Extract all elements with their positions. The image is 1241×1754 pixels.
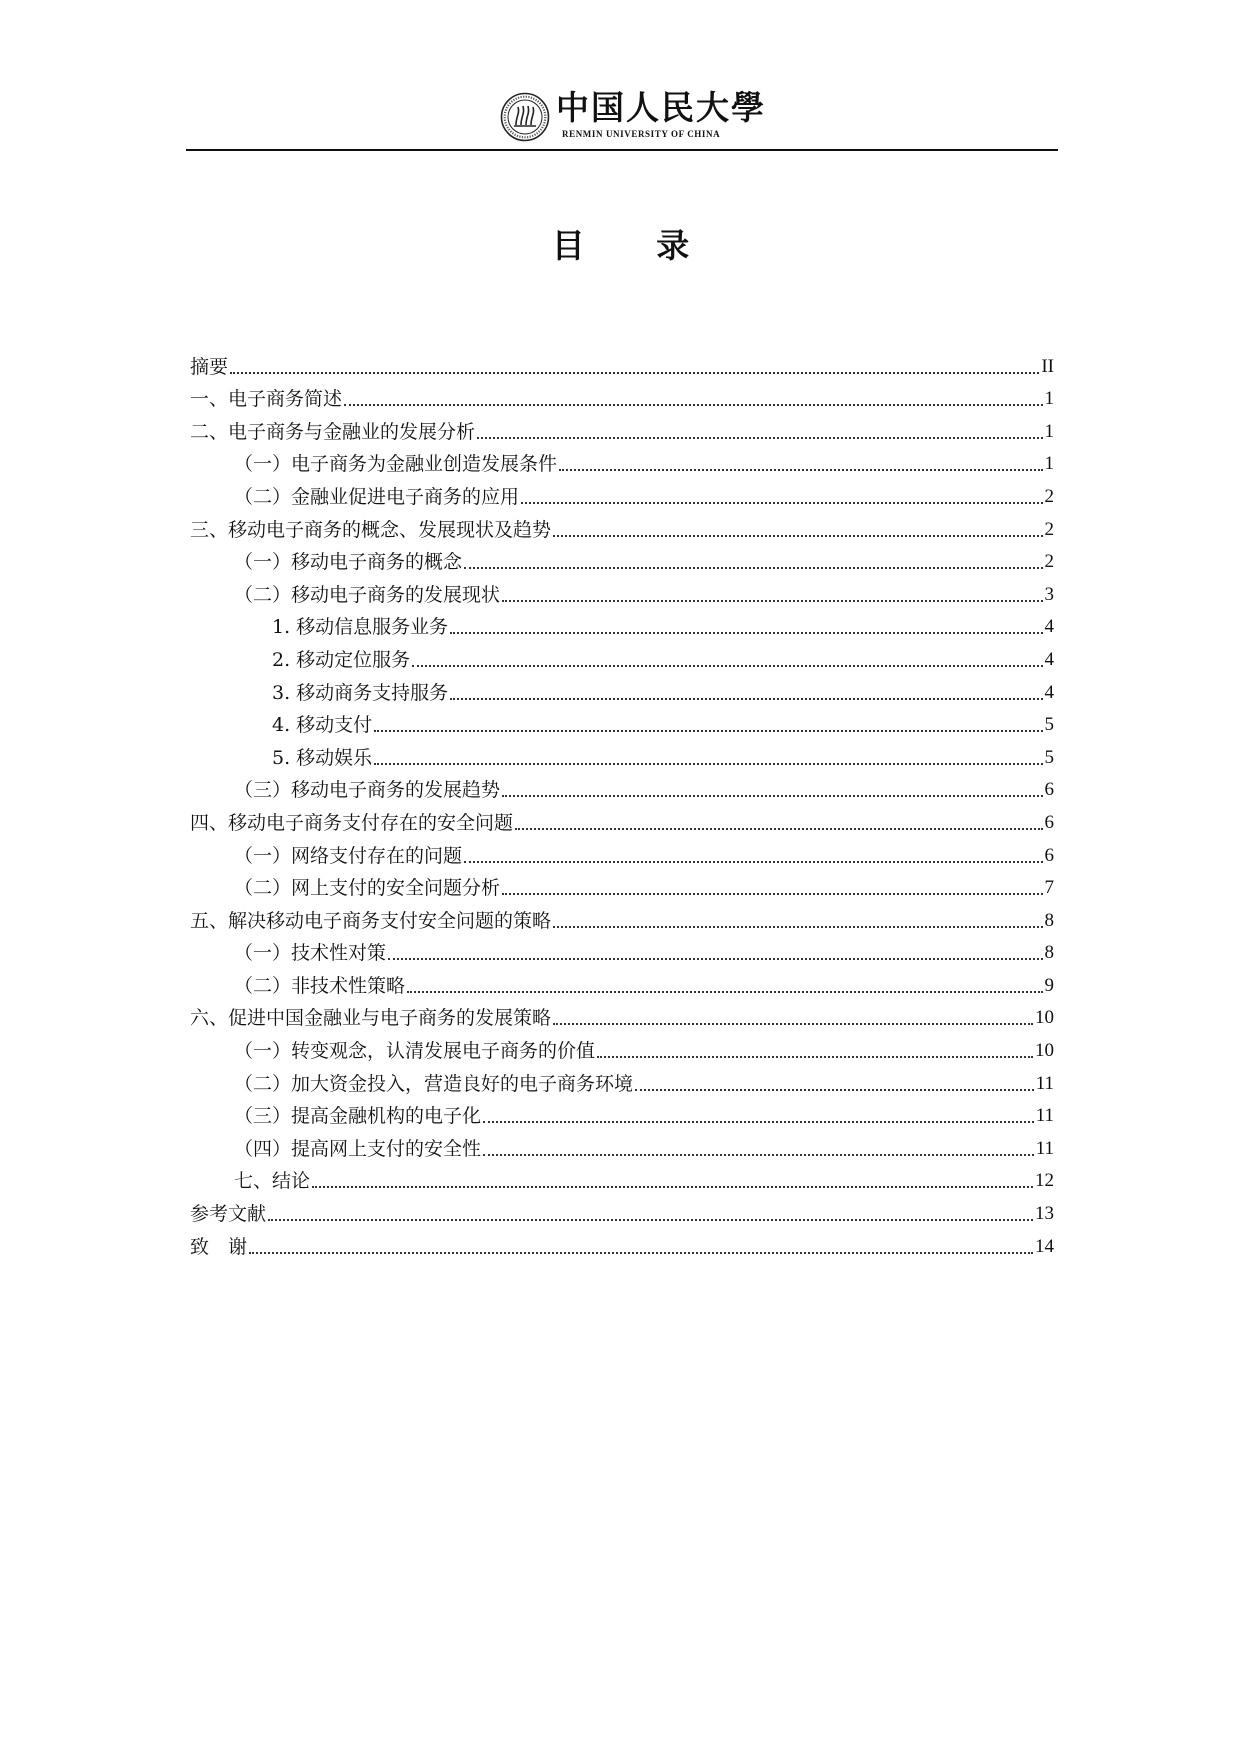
toc-entry[interactable] — [190, 478, 1054, 511]
toc-dot-leader — [268, 1219, 1033, 1221]
toc-entry-page-number: 11 — [1035, 1072, 1054, 1094]
toc-entry[interactable] — [190, 381, 1054, 414]
toc-entry-label: （二）加大资金投入，营造良好的电子商务环境 — [234, 1072, 634, 1095]
toc-entry[interactable] — [190, 413, 1054, 446]
toc-entry-page-number: 1 — [1044, 388, 1054, 410]
toc-entry[interactable] — [190, 609, 1054, 642]
toc-entry-label: 摘要 — [190, 355, 229, 378]
university-seal-icon — [500, 92, 550, 142]
toc-dot-leader — [412, 665, 1042, 667]
toc-entry-page-number: 1 — [1044, 420, 1054, 442]
toc-entry[interactable] — [190, 772, 1054, 805]
toc-entry-page-number: 6 — [1044, 779, 1054, 801]
toc-entry-page-number: 12 — [1035, 1170, 1054, 1192]
toc-entry[interactable] — [190, 1065, 1054, 1098]
toc-dot-leader — [450, 698, 1042, 700]
toc-entry-label: 致 谢 — [190, 1235, 248, 1258]
toc-entry-page-number: II — [1041, 355, 1054, 377]
university-logo — [500, 88, 766, 148]
toc-dot-leader — [312, 1186, 1033, 1188]
toc-entry-label: （三）移动电子商务的发展趋势 — [234, 779, 501, 802]
toc-entry[interactable] — [190, 837, 1054, 870]
toc-entry-page-number: 5 — [1044, 714, 1054, 736]
toc-dot-leader — [502, 893, 1042, 895]
toc-entry-label: （一）转变观念，认清发展电子商务的价值 — [234, 1040, 596, 1063]
toc-entry[interactable] — [190, 902, 1054, 935]
toc-dot-leader — [559, 469, 1042, 471]
toc-entry[interactable] — [190, 1228, 1054, 1261]
toc-entry-page-number: 9 — [1044, 974, 1054, 996]
toc-entry-label: 三、移动电子商务的概念、发展现状及趋势 — [190, 518, 552, 541]
toc-entry-page-number: 11 — [1035, 1105, 1054, 1127]
toc-entry-page-number: 6 — [1044, 811, 1054, 833]
toc-entry-page-number: 7 — [1044, 877, 1054, 899]
toc-entry-label: （一）移动电子商务的概念 — [234, 551, 463, 574]
logo-english-name: RENMIN UNIVERSITY OF CHINA — [562, 129, 721, 139]
toc-entry-label: 一、电子商务简述 — [190, 388, 343, 411]
toc-entry-page-number: 8 — [1044, 942, 1054, 964]
toc-entry[interactable] — [190, 739, 1054, 772]
toc-entry[interactable] — [190, 707, 1054, 740]
toc-entry[interactable] — [190, 804, 1054, 837]
toc-entry-page-number: 4 — [1044, 681, 1054, 703]
toc-entry-page-number: 14 — [1035, 1235, 1054, 1257]
toc-entry-label: （二）金融业促进电子商务的应用 — [234, 485, 520, 508]
toc-entry-label: 3. 移动商务支持服务 — [272, 681, 449, 704]
toc-dot-leader — [553, 535, 1042, 537]
toc-entry-label: 参考文献 — [190, 1203, 267, 1226]
page-header — [0, 88, 1241, 148]
toc-entry[interactable] — [190, 1032, 1054, 1065]
toc-dot-leader — [464, 567, 1042, 569]
toc-dot-leader — [597, 1056, 1033, 1058]
toc-dot-leader — [407, 991, 1042, 993]
toc-dot-leader — [521, 502, 1042, 504]
toc-entry[interactable] — [190, 1195, 1054, 1228]
toc-dot-leader — [464, 861, 1042, 863]
table-of-contents — [190, 348, 1054, 1261]
toc-dot-leader — [388, 958, 1042, 960]
toc-entry[interactable] — [190, 641, 1054, 674]
toc-entry-page-number: 6 — [1044, 844, 1054, 866]
toc-entry[interactable] — [190, 576, 1054, 609]
toc-entry-label: 四、移动电子商务支付存在的安全问题 — [190, 811, 514, 834]
toc-entry-page-number: 3 — [1044, 583, 1054, 605]
toc-entry[interactable] — [190, 1163, 1054, 1196]
toc-entry-page-number: 2 — [1044, 485, 1054, 507]
toc-entry-label: 六、促进中国金融业与电子商务的发展策略 — [190, 1007, 552, 1030]
toc-entry-label: 1. 移动信息服务业务 — [272, 616, 449, 639]
toc-entry-page-number: 5 — [1044, 746, 1054, 768]
toc-entry-page-number: 8 — [1044, 909, 1054, 931]
toc-entry[interactable] — [190, 1130, 1054, 1163]
toc-entry-page-number: 4 — [1044, 648, 1054, 670]
toc-entry-label: （三）提高金融机构的电子化 — [234, 1105, 482, 1128]
page-title: 目 录 — [551, 226, 720, 265]
toc-dot-leader — [344, 404, 1042, 406]
toc-entry-page-number: 1 — [1044, 453, 1054, 475]
toc-dot-leader — [553, 926, 1042, 928]
toc-entry[interactable] — [190, 935, 1054, 968]
toc-entry-label: （一）技术性对策 — [234, 942, 387, 965]
toc-entry-page-number: 2 — [1044, 518, 1054, 540]
toc-dot-leader — [450, 632, 1042, 634]
toc-entry[interactable] — [190, 446, 1054, 479]
toc-dot-leader — [502, 600, 1042, 602]
toc-dot-leader — [483, 1121, 1034, 1123]
toc-entry-page-number: 4 — [1044, 616, 1054, 638]
toc-entry[interactable] — [190, 870, 1054, 903]
toc-entry-page-number: 13 — [1035, 1203, 1054, 1225]
toc-entry-label: （四）提高网上支付的安全性 — [234, 1137, 482, 1160]
toc-dot-leader — [515, 828, 1042, 830]
toc-entry[interactable] — [190, 511, 1054, 544]
toc-entry-label: （一）电子商务为金融业创造发展条件 — [234, 453, 558, 476]
toc-entry[interactable] — [190, 1098, 1054, 1131]
toc-dot-leader — [249, 1252, 1033, 1254]
toc-entry-label: 2. 移动定位服务 — [272, 648, 411, 671]
header-divider — [186, 149, 1058, 151]
toc-entry-label: （二）网上支付的安全问题分析 — [234, 877, 501, 900]
toc-entry[interactable] — [190, 1000, 1054, 1033]
toc-entry[interactable] — [190, 348, 1054, 381]
toc-dot-leader — [374, 730, 1042, 732]
toc-entry-label: （一）网络支付存在的问题 — [234, 844, 463, 867]
toc-entry-page-number: 2 — [1044, 551, 1054, 573]
toc-entry-label: 二、电子商务与金融业的发展分析 — [190, 420, 476, 443]
toc-entry[interactable] — [190, 674, 1054, 707]
toc-dot-leader — [635, 1089, 1034, 1091]
toc-dot-leader — [502, 795, 1042, 797]
toc-entry-label: （二）非技术性策略 — [234, 974, 406, 997]
toc-entry[interactable] — [190, 544, 1054, 577]
toc-entry-label: 七、结论 — [234, 1170, 311, 1193]
toc-entry-label: （二）移动电子商务的发展现状 — [234, 583, 501, 606]
toc-entry-page-number: 11 — [1035, 1137, 1054, 1159]
toc-dot-leader — [374, 763, 1042, 765]
toc-dot-leader — [553, 1023, 1033, 1025]
toc-dot-leader — [483, 1154, 1034, 1156]
toc-entry-page-number: 10 — [1035, 1040, 1054, 1062]
logo-chinese-name: 中国人民大學 — [556, 88, 766, 127]
toc-entry-label: 五、解决移动电子商务支付安全问题的策略 — [190, 909, 552, 932]
toc-dot-leader — [477, 437, 1042, 439]
toc-entry-page-number: 10 — [1035, 1007, 1054, 1029]
toc-entry-label: 5. 移动娱乐 — [272, 746, 373, 769]
toc-entry[interactable] — [190, 967, 1054, 1000]
toc-dot-leader — [230, 372, 1039, 374]
toc-entry-label: 4. 移动支付 — [272, 714, 373, 737]
